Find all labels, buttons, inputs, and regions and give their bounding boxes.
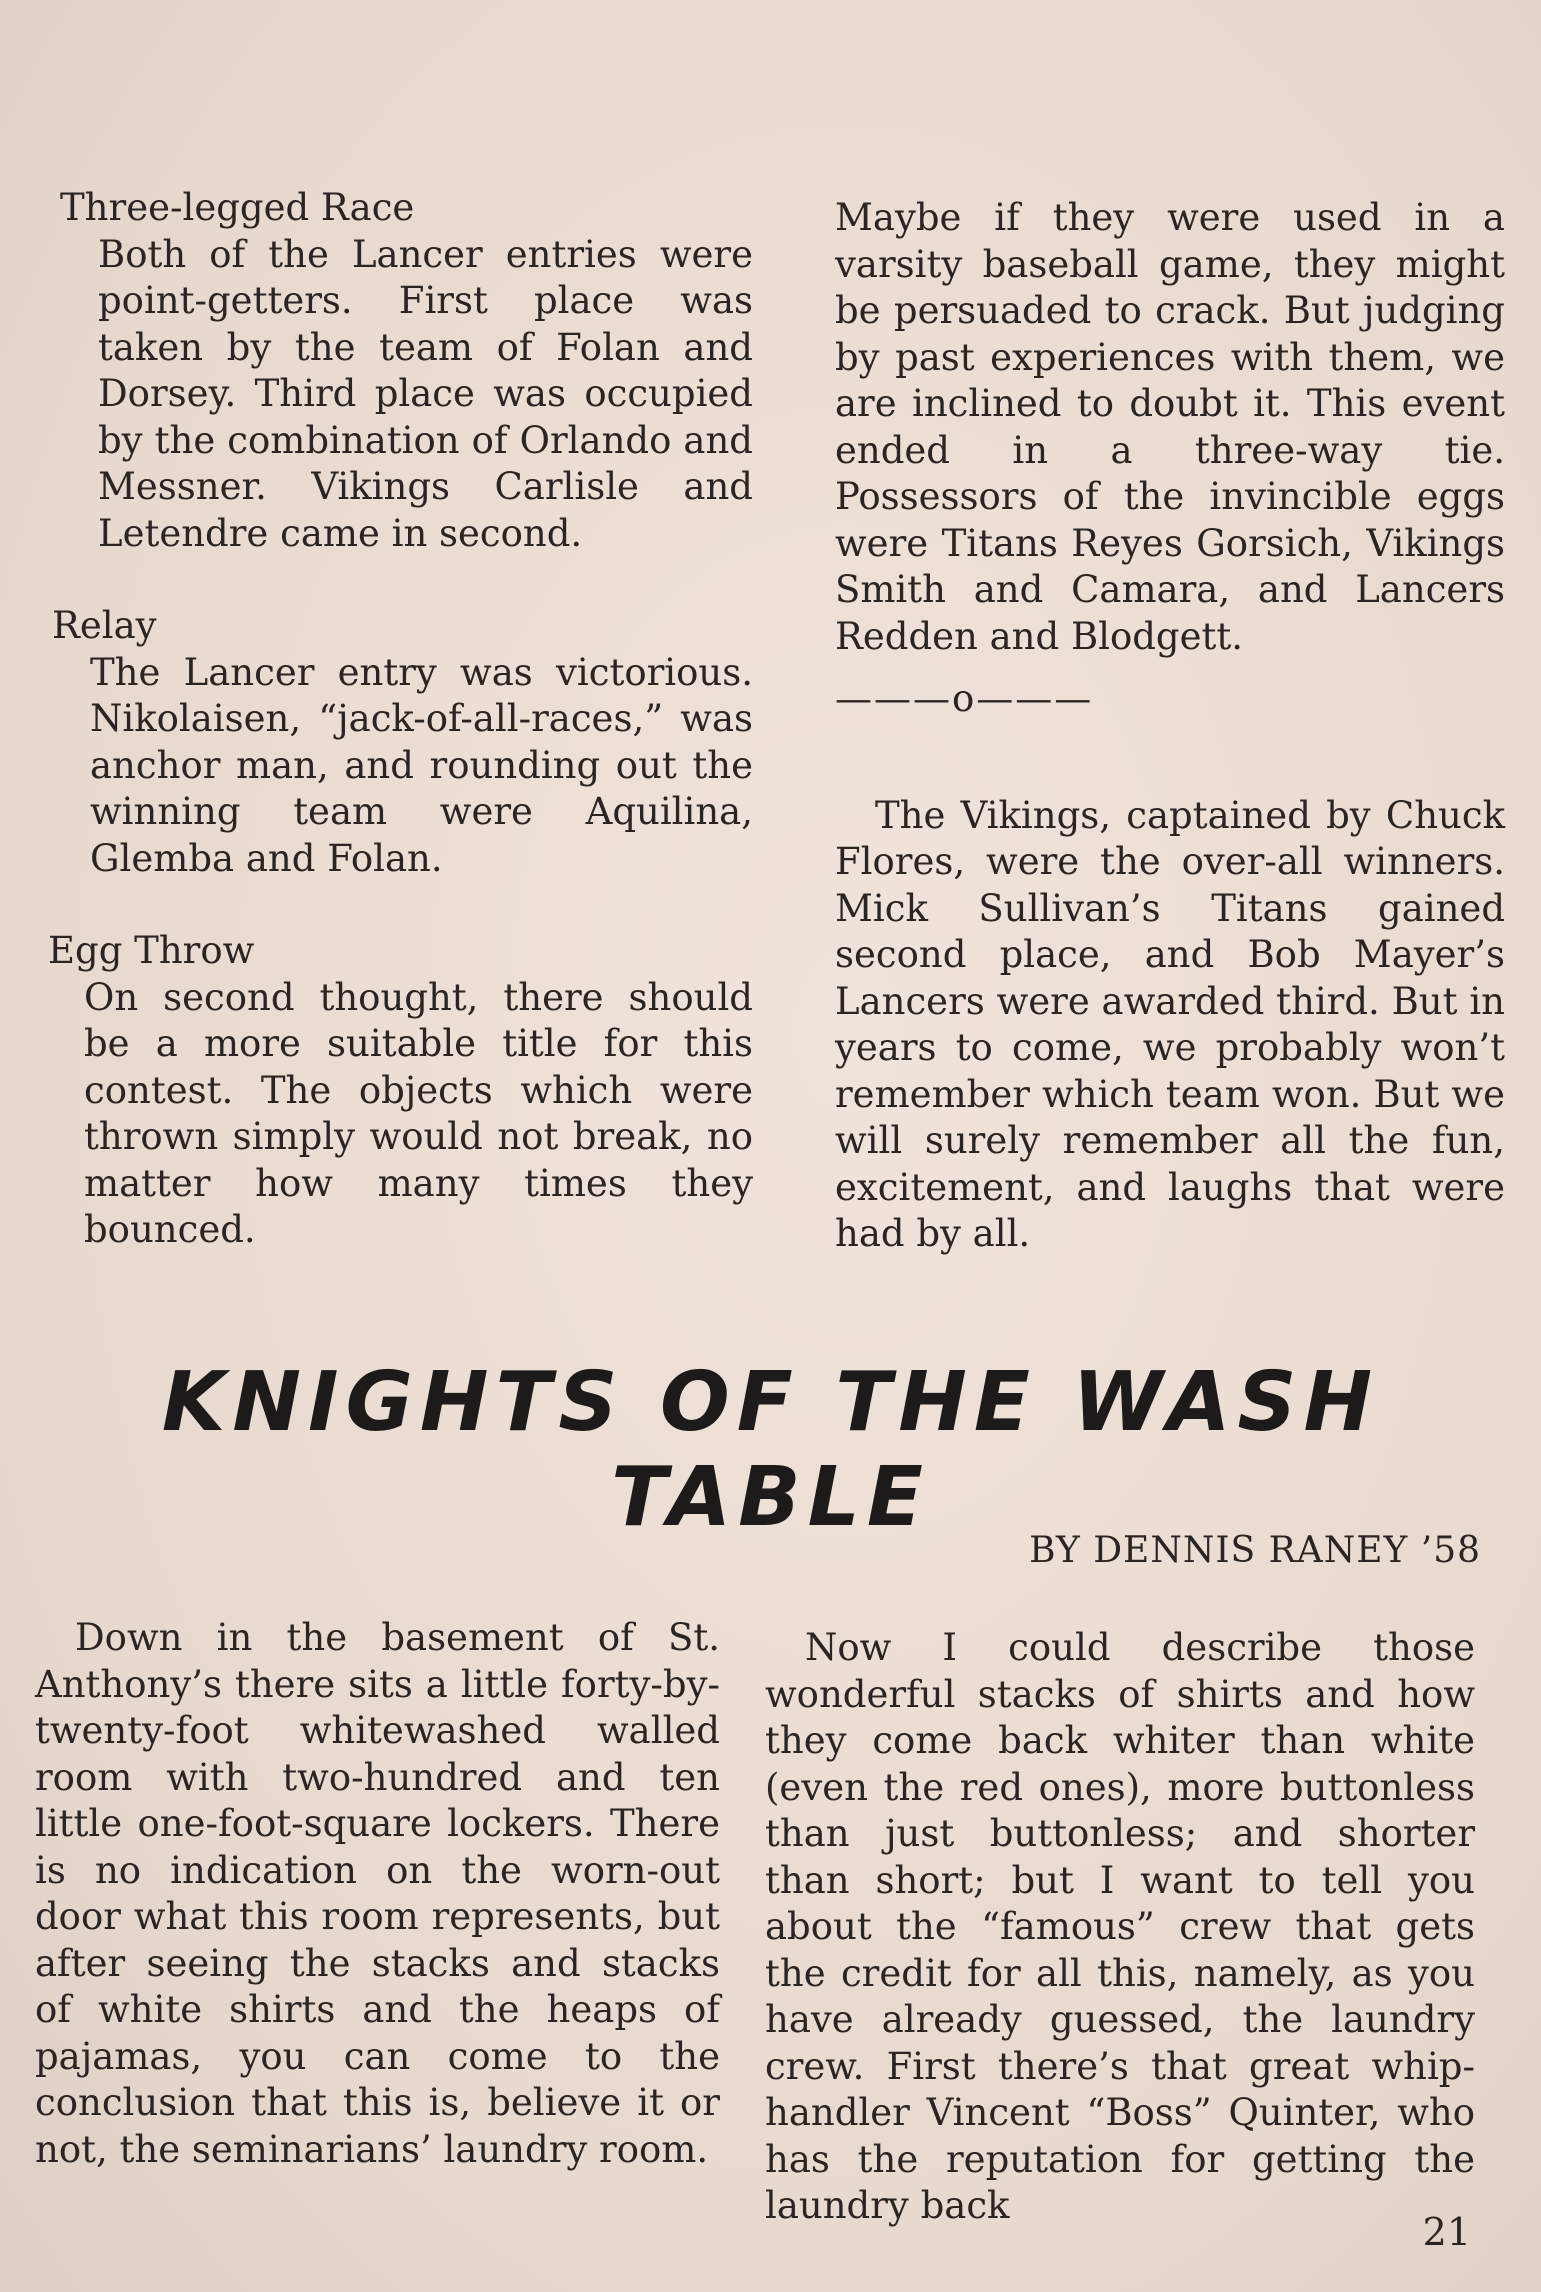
winners-paragraph: The Vikings, captained by Chuck Flores, were the over-all winners. Mick Sullivan’s Titans gained second place, and Bob Mayer’s Lancers were awarded third. But in years to come, we probably won’t remember which team won. But we will surely remember all the fun, excitement, and laughs that were had by all. bbox=[835, 793, 1505, 1255]
top-left-column bbox=[48, 185, 753, 1254]
section-heading-egg-throw: Egg Throw bbox=[48, 929, 255, 972]
page-number: 21 bbox=[1422, 2210, 1471, 2254]
article-right-column bbox=[765, 1625, 1475, 2230]
section-body-relay: The Lancer entry was victorious. Nikolaisen, “jack-of-all-races,” was anchor man, and rounding out the winning team were Aquilina, Glemba and Folan. bbox=[90, 650, 753, 880]
section-divider: ———o——— bbox=[835, 677, 1094, 720]
eggs-paragraph: Maybe if they were used in a varsity baseball game, they might be persuaded to crack. But judging by past experiences with them, we are inclined to doubt it. This event ended in a three-way tie. Possessors of the invincible eggs were Titans Reyes Gorsich, Vikings Smith and Camara, and Lancers Redden and Blodgett. bbox=[835, 196, 1505, 658]
article-right-paragraph: Now I could describe those wonderful stacks of shirts and how they come back whiter than white (even the red ones), more buttonless than just buttonless; and shorter than short; but I want to tell you about the “famous” crew that gets the credit for all this, namely, as you have already guessed, the laundry crew. First there’s that great whip-handler Vincent “Boss” Quinter, who has the reputation for getting the laundry back bbox=[765, 1626, 1475, 2227]
article-title: KNIGHTS OF THE WASH TABLE bbox=[161, 1355, 1380, 1545]
article-byline: BY DENNIS RANEY ’58 bbox=[1029, 1530, 1481, 1571]
section-heading-relay: Relay bbox=[52, 604, 157, 647]
section-heading-three-legged-race: Three-legged Race bbox=[60, 186, 415, 229]
article-left-column bbox=[35, 1615, 720, 2173]
section-body-egg-throw: On second thought, there should be a more suitable title for this contest. The objects which were thrown simply would not break, no matter how many times they bounced. bbox=[84, 975, 753, 1251]
section-body-three-legged-race: Both of the Lancer entries were point-getters. First place was taken by the team of Folan and Dorsey. Third place was occupied by the combination of Orlando and Messner. Vikings Carlisle and Letendre came in second. bbox=[98, 232, 753, 555]
article-left-paragraph: Down in the basement of St. Anthony’s there sits a little forty-by-twenty-foot whitewashed walled room with two-hundred and ten little one-foot-square lockers. There is no indication on the worn-out door what this room represents, but after seeing the stacks and stacks of white shirts and the heaps of pajamas, you can come to the conclusion that this is, believe it or not, the seminarians’ laundry room. bbox=[35, 1616, 720, 2171]
top-right-column bbox=[835, 195, 1505, 1258]
